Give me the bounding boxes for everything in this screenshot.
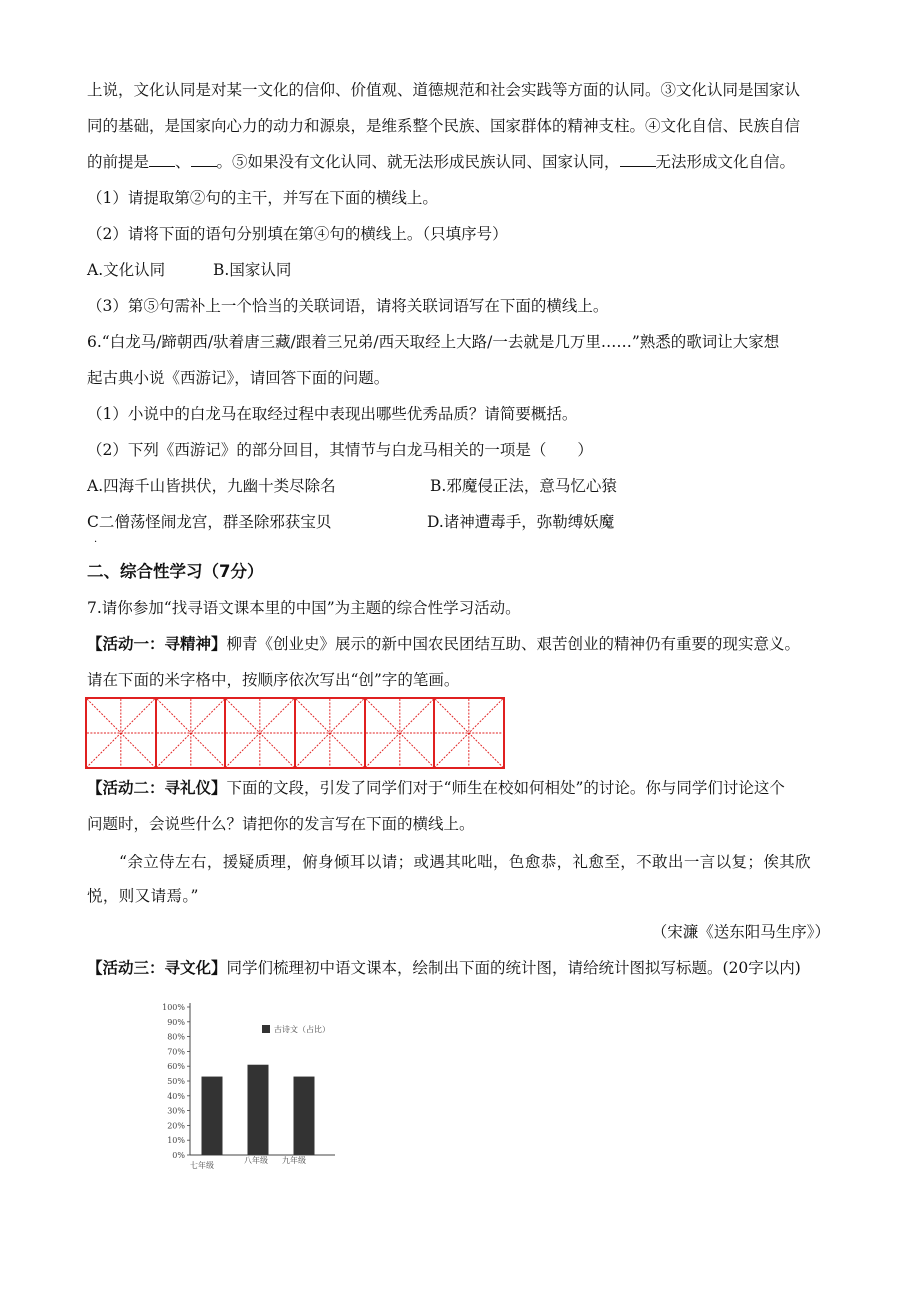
question-1: （1）请提取第②句的主干，并写在下面的横线上。 — [87, 189, 438, 207]
activity-2-text: 下面的文段，引发了同学们对于“师生在校如何相处”的讨论。你与同学们讨论这个 — [226, 779, 785, 797]
activity-1 — [87, 634, 800, 654]
y-tick-label: 90% — [167, 1017, 185, 1027]
line3-part-c: 。⑤如果没有文化认同、就无法形成民族认同、国家认同， — [216, 153, 620, 171]
question-6-line-1: 6.“白龙马/蹄朝西/驮着唐三藏/跟着三兄弟/西天取经上大路/一去就是几万里……”熟悉的歌词让大家想 — [87, 333, 780, 351]
mizige-grid — [85, 697, 505, 769]
bar — [202, 1077, 223, 1155]
legend-swatch — [262, 1025, 270, 1033]
y-tick-label: 10% — [167, 1136, 185, 1146]
q2-option-b: B.国家认同 — [213, 261, 292, 279]
y-tick-label: 0% — [172, 1151, 185, 1160]
y-tick-label: 80% — [167, 1032, 185, 1042]
x-tick-label: 八年级 — [244, 1156, 268, 1165]
quote-source: （宋濂《送东阳马生序》） — [651, 923, 830, 941]
quote-line-1: “余立侍左右，援疑质理，俯身倾耳以请；或遇其叱咄，色愈恭，礼愈至，不敢出一言以复；俟其欣 — [119, 853, 812, 871]
mizige-cell[interactable] — [226, 699, 296, 767]
question-7: 7.请你参加“找寻语文课本里的中国”为主题的综合性学习活动。 — [87, 599, 521, 617]
mizige-cell[interactable] — [296, 699, 366, 767]
line3-part-b: 、 — [175, 153, 191, 171]
mizige-cell[interactable] — [157, 699, 227, 767]
activity-3-text: 同学们梳理初中语文课本，绘制出下面的统计图，请给统计图拟写标题。(20字以内) — [226, 959, 801, 977]
question-3: （3）第⑤句需补上一个恰当的关联词语，请将关联词语写在下面的横线上。 — [87, 297, 609, 315]
q2-option-a: A.文化认同 — [87, 261, 166, 279]
question-6-1: （1）小说中的白龙马在取经过程中表现出哪些优秀品质？请简要概括。 — [87, 405, 578, 423]
activity-1-tag: 【活动一：寻精神】 — [87, 634, 227, 653]
answer-blank-3[interactable] — [620, 152, 656, 167]
line3-part-a: 的前提是 — [87, 153, 150, 171]
answer-blank-2[interactable] — [191, 152, 217, 167]
activity-2 — [87, 778, 785, 798]
option-c: C二僧荡怪闹龙宫，群圣除邪获宝贝 — [87, 513, 332, 531]
option-d: D.诸神遭毒手，弥勒缚妖魔 — [427, 513, 615, 531]
bar — [294, 1077, 315, 1155]
option-a: A.四海千山皆拱伏，九幽十类尽除名 — [87, 477, 336, 495]
bar — [248, 1065, 269, 1155]
activity-3-tag: 【活动三：寻文化】 — [87, 958, 227, 977]
line3-part-d: 无法形成文化自信。 — [655, 153, 796, 171]
activity-1-instruction: 请在下面的米字格中，按顺序依次写出“创”字的笔画。 — [87, 671, 460, 689]
x-tick-label: 七年级 — [190, 1161, 214, 1170]
mizige-cell[interactable] — [366, 699, 436, 767]
section-2-heading: 二、综合性学习（7分） — [87, 562, 264, 581]
paragraph-line-2: 同的基础，是国家向心力的动力和源泉，是维系整个民族、国家群体的精神支柱。④文化自信、民族自信 — [87, 117, 801, 135]
activity-2-instruction: 问题时，会说些什么？请把你的发言写在下面的横线上。 — [87, 815, 475, 833]
paragraph-line-1: 上说，文化认同是对某一文化的信仰、价值观、道德规范和社会实践等方面的认同。③文化认同是国家认 — [87, 81, 801, 99]
option-b: B.邪魔侵正法，意马忆心猿 — [430, 477, 617, 495]
y-tick-label: 60% — [167, 1062, 185, 1072]
bar-chart — [100, 995, 400, 1185]
x-tick-label: 九年级 — [282, 1156, 306, 1165]
question-6-line-2: 起古典小说《西游记》，请回答下面的问题。 — [87, 369, 390, 387]
paragraph-line-3 — [87, 152, 795, 172]
y-tick-label: 50% — [167, 1077, 185, 1086]
answer-blank-1[interactable] — [149, 152, 175, 167]
y-tick-label: 100% — [162, 1003, 185, 1012]
mizige-cell[interactable] — [435, 699, 503, 767]
quote-line-2: 悦，则又请焉。” — [87, 887, 199, 905]
question-6-2: （2）下列《西游记》的部分回目，其情节与白龙马相关的一项是（ ） — [87, 441, 593, 459]
legend-label: 古诗文（占比） — [274, 1025, 330, 1034]
stray-dot: · — [94, 537, 98, 548]
activity-1-text: 柳青《创业史》展示的新中国农民团结互助、艰苦创业的精神仍有重要的现实意义。 — [226, 635, 801, 653]
y-tick-label: 70% — [167, 1047, 185, 1057]
y-tick-label: 40% — [167, 1091, 185, 1101]
question-2: （2）请将下面的语句分别填在第④句的横线上。（只填序号） — [87, 225, 508, 243]
activity-3 — [87, 958, 801, 978]
y-tick-label: 30% — [167, 1106, 185, 1116]
mizige-cell[interactable] — [87, 699, 157, 767]
activity-2-tag: 【活动二：寻礼仪】 — [87, 778, 227, 797]
y-tick-label: 20% — [167, 1121, 185, 1131]
